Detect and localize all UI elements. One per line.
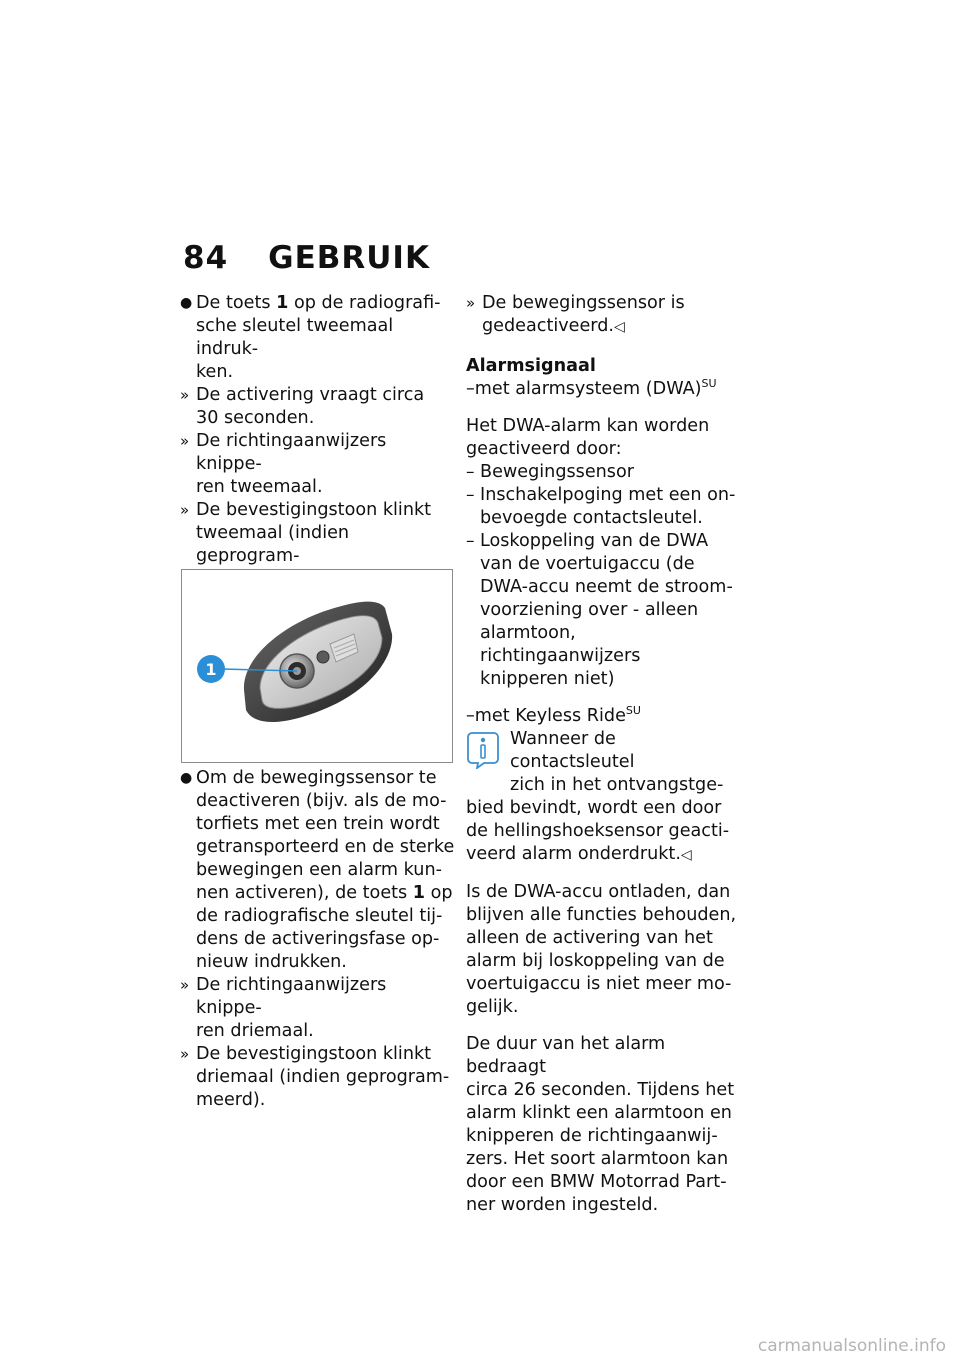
result-item: » De richtingaanwijzers knippe- ren driemaal. [180,975,387,1041]
result-marker: » [180,1045,190,1063]
alarm-heading: Alarmsignaal [466,356,596,376]
special-equipment-mark: SU [625,704,641,718]
remote-key-illustration [182,570,452,762]
result-marker: » [466,294,476,312]
result-item: » De activering vraagt circa 30 seconden. [180,385,425,428]
result-marker: » [180,432,190,450]
special-equipment-mark: SU [701,377,717,391]
dash-marker: – [466,531,475,551]
dash-marker: – [466,462,475,482]
page-heading [183,240,430,276]
end-of-section-mark: ◁ [680,847,692,863]
result-item: » De bevestigingstoon klinkt driemaal (indien geprogram- meerd). [180,1044,450,1110]
key-reference: 1 [412,883,426,903]
result-item: » De bevestigingstoon klinkt tweemaal (indien geprogram- [180,500,432,566]
page-number: 84 [183,240,229,276]
left-column-lower [180,767,455,1112]
option-dwa: –met alarmsysteem (DWA)$^{SU}$ [466,377,717,399]
option-keyless-ride: –met Keyless Ride$^{SU}$ [466,704,641,726]
callout-number: 1 [205,660,217,679]
step-press-key-twice: ● De toets 1 op de radiografi- sche sleutel tweemaal indruk- ken. [180,293,441,382]
result-item: » De richtingaanwijzers knippe- ren tweemaal. [180,431,387,497]
result-marker: » [180,976,190,994]
trigger-intro: Het DWA-alarm kan worden geactiveerd door: [466,416,710,459]
key-small-button [317,651,329,663]
dash-marker: – [466,485,475,505]
trigger-item: – Bewegingssensor [466,462,634,482]
trigger-item: – Loskoppeling van de DWA van de voertuigaccu (de DWA-accu neemt de stroom- voorziening over - alleen alarmtoon, richtingaanwijzers knipperen niet) [466,531,733,689]
section-title: GEBRUIK [268,240,430,276]
info-icon [466,731,500,776]
paragraph-battery: Is de DWA-accu ontladen, dan blijven alle functies behouden, alleen de activering van het alarm bij loskoppeling van de voertuigaccu is niet meer mo- gelijk. [466,882,737,1017]
right-column [466,292,741,1217]
paragraph-alarm-duration: De duur van het alarm bedraagt circa 26 seconden. Tijdens het alarm klinkt een alarmtoon en knipperen de richtingaanwij- zers. Het soort alarmtoon kan door een BMW Motorrad Part- ner worden ingesteld. [466,1034,735,1215]
step-deactivate-motion-sensor: ● Om de bewegingssensor te deactiveren (bijv. als de mo- torfiets met een trein wordt getransporteerd en de sterke bewegingen een alarm kun- nen activeren), de toets 1 op de radiografische sleutel tij- dens de activeringsfase op- nieuw indrukken. [180,768,455,972]
result-marker: » [180,386,190,404]
info-note: Wanneer de contactsleutel zich in het ontvangstge- bied bevindt, wordt een door de hellingshoeksensor geacti- veerd alarm onderdrukt.◁ [466,729,730,864]
watermark: carmanualsonline.info [757,1336,946,1356]
bullet-marker: ● [180,770,193,786]
bullet-marker: ● [180,295,193,311]
result-item: » De bewegingssensor is gedeactiveerd.◁ [466,293,685,336]
trigger-item: – Inschakelpoging met een on- bevoegde contactsleutel. [466,485,736,528]
key-reference: 1 [276,293,289,313]
remote-key-figure [181,569,453,763]
result-marker: » [180,501,190,519]
end-of-section-mark: ◁ [613,319,625,335]
